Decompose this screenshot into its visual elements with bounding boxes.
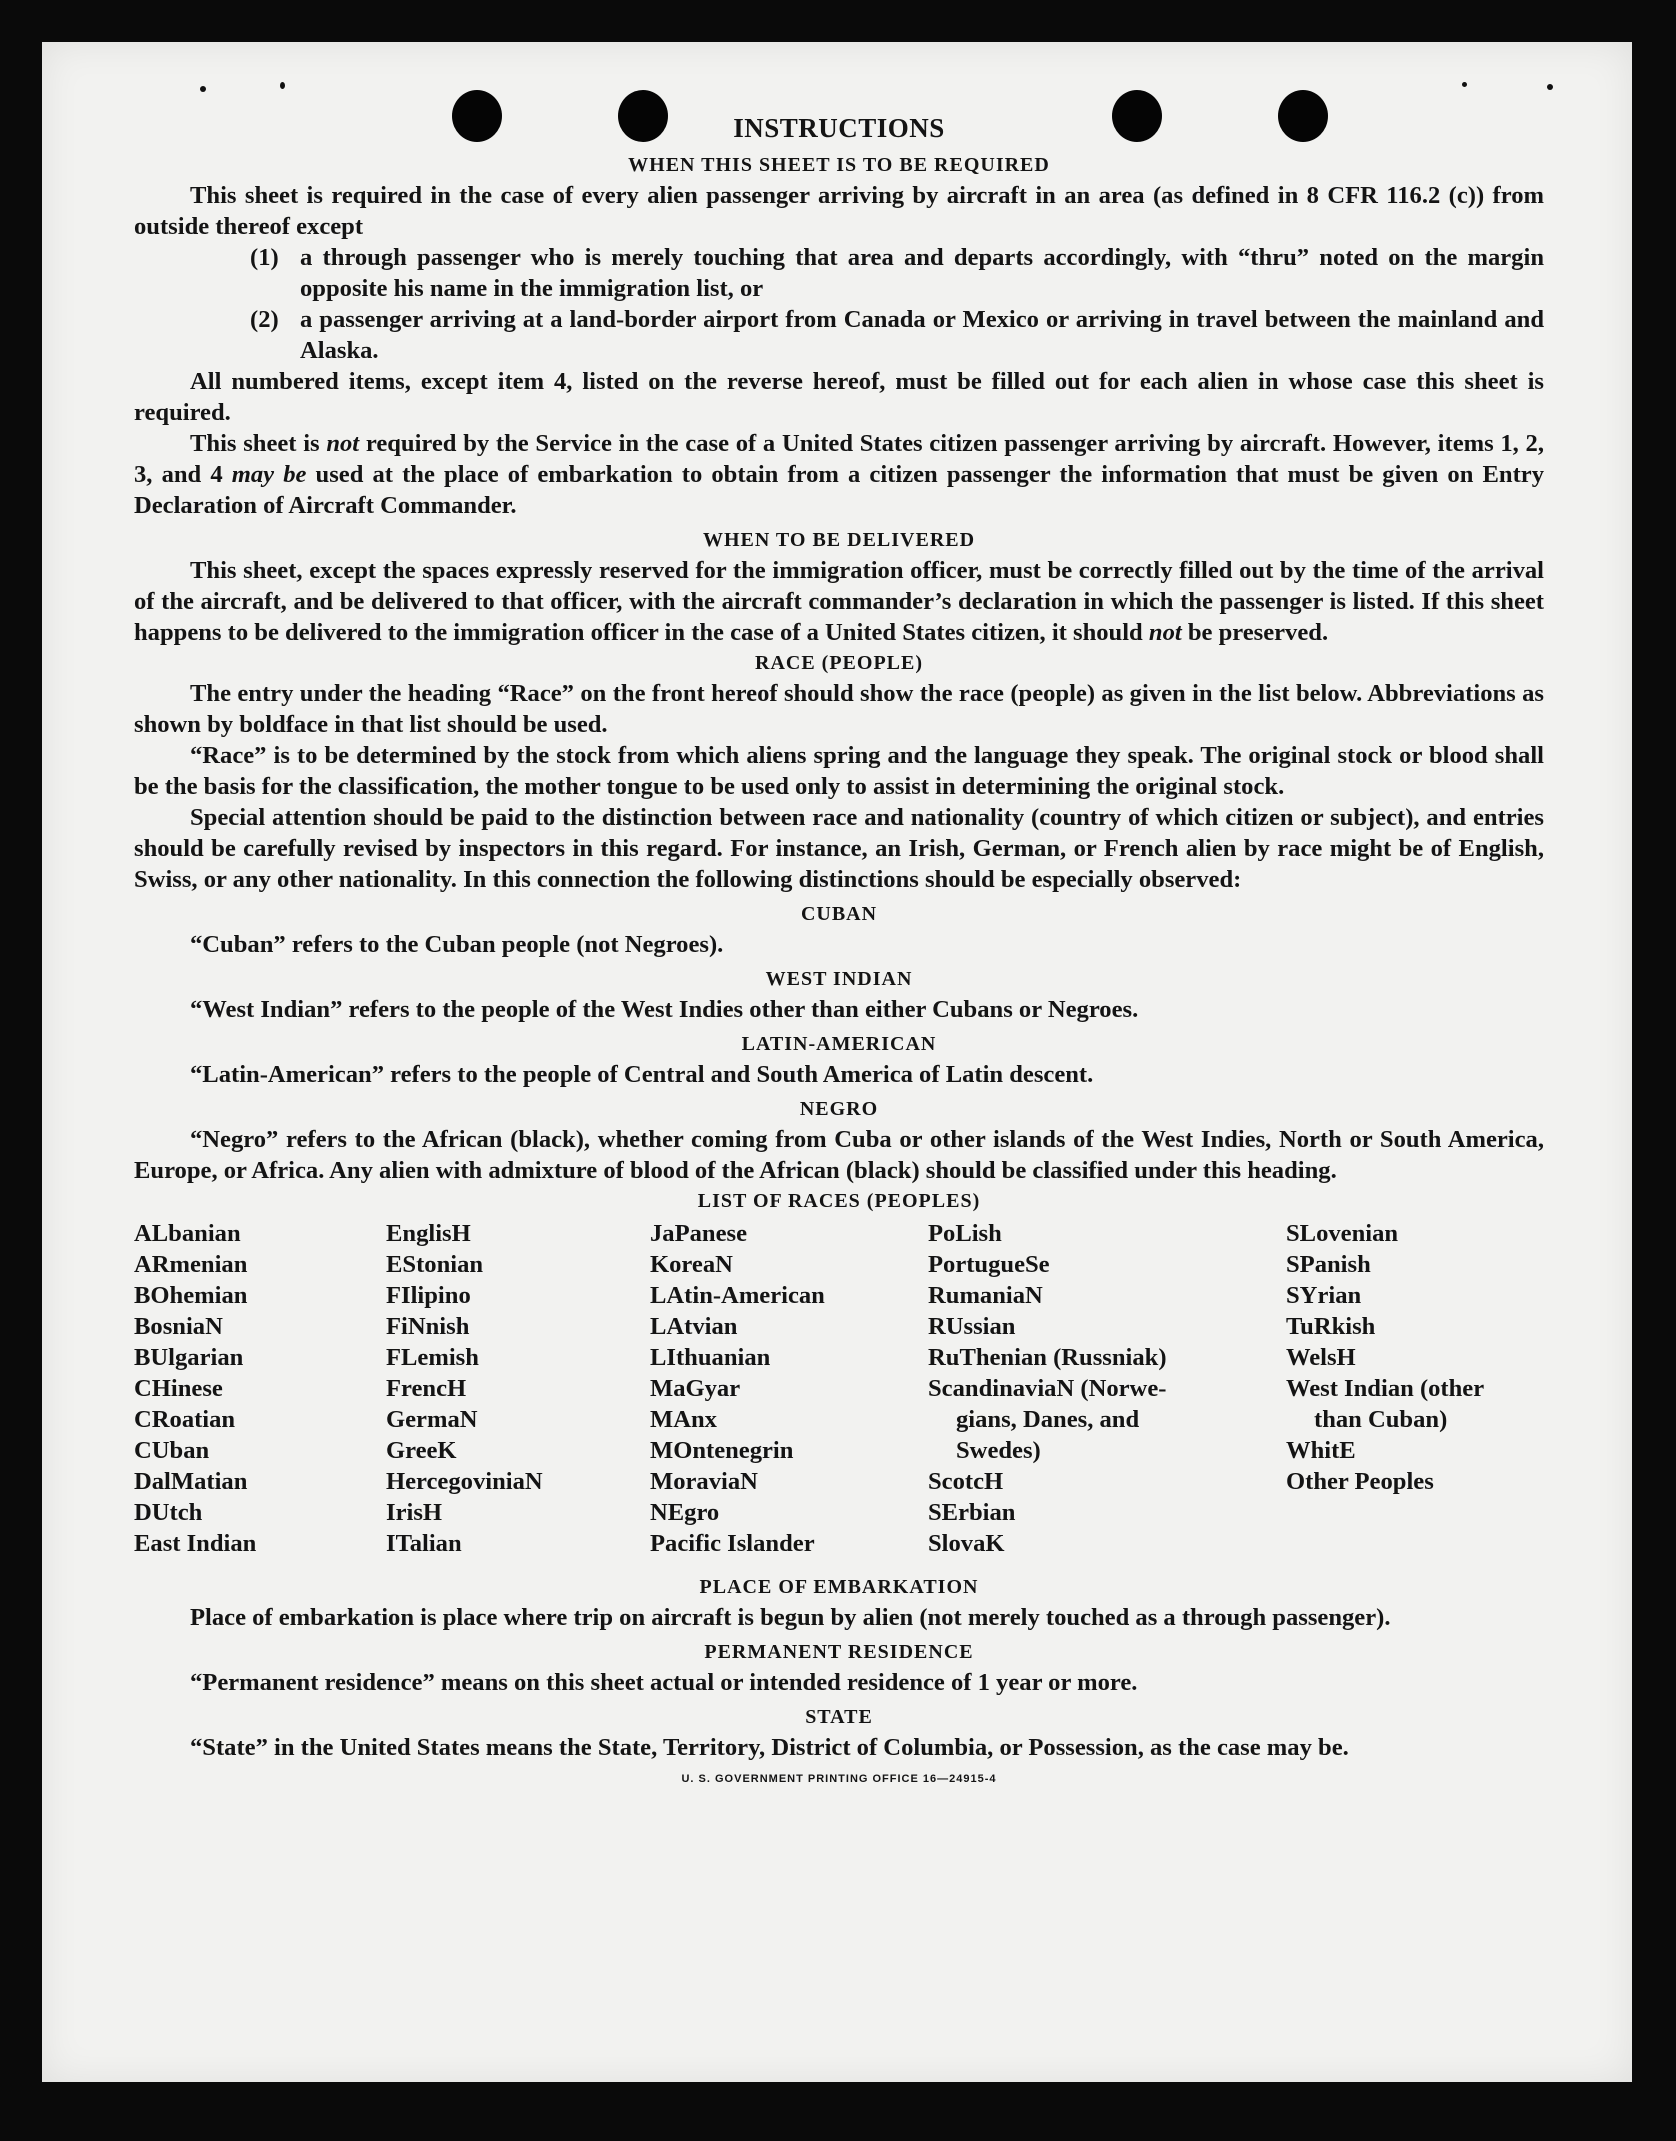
instructions-text xyxy=(134,110,1544,1787)
race-entry: RuThenian (Russniak) xyxy=(928,1344,1167,1371)
item-number: (2) xyxy=(250,306,279,333)
race-entry: Swedes) xyxy=(956,1437,1041,1464)
race-entry: CHinese xyxy=(134,1375,223,1402)
race-entry: East Indian xyxy=(134,1530,257,1557)
emphasis: may be xyxy=(231,461,307,488)
races-column xyxy=(134,1218,256,1559)
race-entry: DUtch xyxy=(134,1499,203,1526)
races-list xyxy=(134,1218,1544,1568)
race-entry: CUban xyxy=(134,1437,210,1464)
section-heading: LIST OF RACES (PEOPLES) xyxy=(697,1190,981,1212)
race-entry: Other Peoples xyxy=(1286,1468,1434,1495)
printer-imprint: U. S. GOVERNMENT PRINTING OFFICE 16—24915-4 xyxy=(681,1773,997,1785)
race-entry: JaPanese xyxy=(650,1220,747,1247)
race-entry: West Indian (other xyxy=(1286,1375,1485,1402)
section-heading: RACE (PEOPLE) xyxy=(755,652,923,674)
races-column xyxy=(928,1218,1167,1559)
section-heading: CUBAN xyxy=(800,903,878,925)
paragraph: This sheet is required in the case of every alien passenger arriving by aircraft in an area (as defined in 8 CFR 116.2 (c)) from outside thereof except xyxy=(134,182,1544,240)
race-entry: IrisH xyxy=(386,1499,443,1526)
race-entry: FLemish xyxy=(386,1344,479,1371)
paragraph: “Latin-American” refers to the people of Central and South America of Latin descent. xyxy=(190,1061,1094,1088)
race-entry: Pacific Islander xyxy=(650,1530,815,1557)
race-entry: HercegoviniaN xyxy=(386,1468,543,1495)
race-entry: WelsH xyxy=(1286,1344,1356,1371)
section-heading: WEST INDIAN xyxy=(765,968,913,990)
scan-speck xyxy=(200,86,206,92)
race-entry: LAtvian xyxy=(650,1313,738,1340)
race-entry: SLovenian xyxy=(1286,1220,1399,1247)
emphasis: not xyxy=(1148,619,1182,646)
race-entry: SPanish xyxy=(1286,1251,1371,1278)
list-item xyxy=(250,242,1544,304)
paragraph: “Permanent residence” means on this sheet actual or intended residence of 1 year or more. xyxy=(190,1669,1138,1696)
race-entry: CRoatian xyxy=(134,1406,236,1433)
race-entry: FiNnish xyxy=(386,1313,470,1340)
race-entry: RUssian xyxy=(928,1313,1016,1340)
section-heading: NEGRO xyxy=(799,1098,879,1120)
emphasis: not xyxy=(326,430,360,457)
race-entry: ITalian xyxy=(386,1530,462,1557)
race-entry: MAnx xyxy=(650,1406,717,1433)
race-entry: than Cuban) xyxy=(1314,1406,1448,1433)
paragraph xyxy=(134,428,1544,521)
list-item xyxy=(250,304,1544,366)
races-column xyxy=(1286,1218,1484,1497)
race-entry: TuRkish xyxy=(1286,1313,1376,1340)
paragraph: “Cuban” refers to the Cuban people (not Negroes). xyxy=(190,931,724,958)
paragraph: “State” in the United States means the State, Territory, District of Columbia, or Possession, as the case may be. xyxy=(190,1734,1349,1761)
race-entry: ALbanian xyxy=(134,1220,241,1247)
race-entry: ARmenian xyxy=(134,1251,248,1278)
race-entry: LAtin-American xyxy=(650,1282,825,1309)
item-text: a through passenger who is merely touching that area and departs accordingly, with “thru” noted on the margin opposite his name in the immigration list, or xyxy=(300,244,1544,302)
paragraph: All numbered items, except item 4, listed on the reverse hereof, must be filled out for each alien in whose case this sheet is required. xyxy=(134,368,1544,426)
race-entry: DalMatian xyxy=(134,1468,248,1495)
race-entry: ScotcH xyxy=(928,1468,1004,1495)
race-entry: EnglisH xyxy=(386,1220,471,1247)
paragraph: “Race” is to be determined by the stock from which aliens spring and the language they speak. The original stock or blood shall be the basis for the classification, the mother tongue to be used only to assist in determining the original stock. xyxy=(134,742,1544,800)
scan-speck xyxy=(1462,82,1467,87)
races-column xyxy=(650,1218,825,1559)
race-entry: RumaniaN xyxy=(928,1282,1043,1309)
document-page xyxy=(42,42,1632,2082)
race-entry: ScandinaviaN (Norwe- xyxy=(928,1375,1167,1402)
race-entry: SYrian xyxy=(1286,1282,1362,1309)
race-entry: PortugueSe xyxy=(928,1251,1050,1278)
race-entry: EStonian xyxy=(386,1251,484,1278)
paragraph: Place of embarkation is place where trip on aircraft is begun by alien (not merely touched as a through passenger). xyxy=(190,1604,1391,1631)
text-run: used at the place of embarkation to obtain from a citizen passenger the information that must be given on Entry Declaration of Aircraft Commander. xyxy=(134,461,1544,519)
race-entry: MaGyar xyxy=(650,1375,741,1402)
race-entry: SlovaK xyxy=(928,1530,1005,1557)
race-entry: NEgro xyxy=(650,1499,720,1526)
section-heading: WHEN THIS SHEET IS TO BE REQUIRED xyxy=(628,154,1050,176)
races-column xyxy=(386,1218,543,1559)
item-number: (1) xyxy=(250,244,279,271)
scan-speck xyxy=(280,82,285,89)
race-entry: GreeK xyxy=(386,1437,457,1464)
text-run: required by the Service in the case of a United States citizen passenger arriving by aircraft. However, items 1, 2, 3, and 4 xyxy=(134,430,1544,488)
race-entry: BUlgarian xyxy=(134,1344,244,1371)
race-entry: GermaN xyxy=(386,1406,478,1433)
section-heading: PERMANENT RESIDENCE xyxy=(704,1641,974,1663)
race-entry: PoLish xyxy=(928,1220,1002,1247)
section-heading: LATIN-AMERICAN xyxy=(741,1033,937,1055)
race-entry: KoreaN xyxy=(650,1251,733,1278)
section-heading: WHEN TO BE DELIVERED xyxy=(702,529,976,551)
race-entry: SErbian xyxy=(928,1499,1016,1526)
race-entry: MOntenegrin xyxy=(650,1437,794,1464)
paragraph xyxy=(134,555,1544,648)
page-title: INSTRUCTIONS xyxy=(733,113,945,143)
scan-speck xyxy=(1547,84,1553,90)
text-run: This sheet is xyxy=(190,430,327,457)
race-entry: MoraviaN xyxy=(650,1468,758,1495)
race-entry: WhitE xyxy=(1286,1437,1356,1464)
race-entry: FrencH xyxy=(386,1375,467,1402)
race-entry: gians, Danes, and xyxy=(956,1406,1140,1433)
text-run: This sheet, except the spaces expressly reserved for the immigration officer, must be correctly filled out by the time of the arrival of the aircraft, and be delivered to that officer, with the aircraft commander’s declaration in which the passenger is listed. If this sheet happens to be delivered to the immigration officer in the case of a United States citizen, it should xyxy=(134,557,1544,646)
paragraph: Special attention should be paid to the distinction between race and nationality (country of which citizen or subject), and entries should be carefully revised by inspectors in this regard. For instance, an Irish, German, or French alien by race might be of English, Swiss, or any other nationality. In this connection the following distinctions should be especially observed: xyxy=(134,804,1544,893)
paragraph: “West Indian” refers to the people of the West Indies other than either Cubans or Negroes. xyxy=(190,996,1139,1023)
item-text: a passenger arriving at a land-border airport from Canada or Mexico or arriving in travel between the mainland and Alaska. xyxy=(300,306,1544,364)
paragraph: The entry under the heading “Race” on the front hereof should show the race (people) as given in the list below. Abbreviations as shown by boldface in that list should be used. xyxy=(134,680,1544,738)
race-entry: FIlipino xyxy=(386,1282,471,1309)
section-heading: PLACE OF EMBARKATION xyxy=(699,1576,979,1598)
text-run: be preserved. xyxy=(1181,619,1329,646)
race-entry: BosniaN xyxy=(134,1313,223,1340)
section-heading: STATE xyxy=(805,1706,873,1728)
race-entry: LIthuanian xyxy=(650,1344,771,1371)
race-entry: BOhemian xyxy=(134,1282,248,1309)
paragraph: “Negro” refers to the African (black), whether coming from Cuba or other islands of the West Indies, North or South America, Europe, or Africa. Any alien with admixture of blood of the African (black) should be classified under this heading. xyxy=(134,1126,1544,1184)
